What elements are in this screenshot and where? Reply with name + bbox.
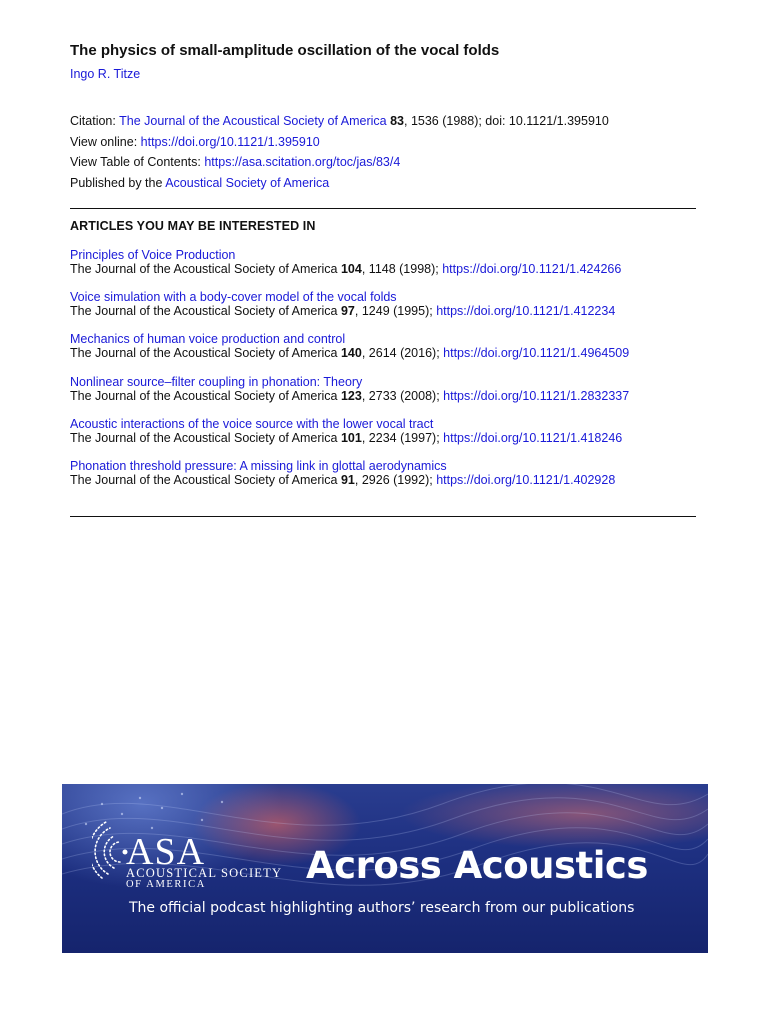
article-title: The physics of small-amplitude oscillation of the vocal folds	[70, 42, 500, 59]
podcast-banner[interactable]	[62, 784, 708, 953]
related-journal: The Journal of the Acoustical Society of America	[70, 346, 341, 361]
related-article-title-link[interactable]: Acoustic interactions of the voice source with the lower vocal tract	[70, 416, 434, 431]
related-article-citation	[70, 389, 710, 403]
related-article-title-link[interactable]: Voice simulation with a body-cover model of the vocal folds	[70, 290, 397, 305]
related-article-citation	[70, 262, 710, 276]
view-online-link[interactable]: https://doi.org/10.1121/1.395910	[140, 134, 320, 149]
list-item	[70, 332, 710, 374]
related-article-citation	[70, 346, 710, 360]
list-item	[70, 248, 710, 290]
related-article-title-link[interactable]: Nonlinear source–filter coupling in phonation: Theory	[70, 374, 363, 389]
author-link[interactable]: Ingo R. Titze	[70, 67, 141, 81]
related-volume: 101	[340, 430, 362, 445]
related-article-citation	[70, 431, 710, 445]
related-journal: The Journal of the Acoustical Society of America	[70, 472, 341, 487]
related-articles-heading: ARTICLES YOU MAY BE INTERESTED IN	[70, 219, 316, 233]
toc-link[interactable]: https://asa.scitation.org/toc/jas/83/4	[204, 155, 401, 169]
view-online-line	[70, 132, 609, 153]
related-volume: 123	[340, 388, 362, 403]
related-doi-link[interactable]: https://doi.org/10.1121/1.2832337	[443, 388, 630, 403]
toc-label: View Table of Contents:	[70, 155, 205, 169]
related-journal: The Journal of the Acoustical Society of America	[70, 262, 341, 276]
related-pages: , 2926 (1992);	[354, 472, 437, 487]
related-pages: , 2733 (2008);	[361, 388, 444, 403]
publisher-link[interactable]: Acoustical Society of America	[165, 175, 330, 190]
related-volume: 104	[340, 262, 362, 276]
related-article-citation	[70, 304, 710, 318]
related-article-title-link[interactable]: Mechanics of human voice production and control	[70, 332, 346, 347]
section-divider-top	[70, 208, 696, 209]
list-item	[70, 417, 710, 459]
related-volume: 91	[340, 472, 355, 487]
view-online-label: View online:	[70, 134, 141, 149]
podcast-title: Across Acoustics	[306, 844, 648, 887]
asa-logo-line1: ACOUSTICAL SOCIETY	[126, 866, 283, 880]
related-doi-link[interactable]: https://doi.org/10.1121/1.412234	[436, 304, 616, 319]
asa-logo-text: ASA	[126, 831, 206, 873]
related-article-citation	[70, 473, 710, 487]
related-pages: , 1249 (1995);	[354, 304, 437, 319]
podcast-tagline: The official podcast highlighting authors’ research from our publications	[129, 900, 635, 916]
related-doi-link[interactable]: https://doi.org/10.1121/1.418246	[443, 430, 623, 445]
related-doi-link[interactable]: https://doi.org/10.1121/1.424266	[442, 262, 622, 276]
section-divider-bottom	[70, 516, 696, 517]
related-journal: The Journal of the Acoustical Society of America	[70, 430, 341, 445]
related-volume: 97	[340, 304, 355, 319]
related-article-title-link[interactable]: Phonation threshold pressure: A missing link in glottal aerodynamics	[70, 458, 447, 473]
list-item	[70, 290, 710, 332]
toc-line	[70, 152, 609, 173]
related-pages: , 2614 (2016);	[361, 346, 444, 361]
citation-volume: 83	[390, 114, 404, 128]
related-doi-link[interactable]: https://doi.org/10.1121/1.4964509	[443, 346, 630, 361]
citation-rest: , 1536 (1988); doi: 10.1121/1.395910	[404, 114, 609, 128]
related-volume: 140	[340, 346, 362, 361]
publisher-line	[70, 173, 609, 194]
citation-journal-link[interactable]: The Journal of the Acoustical Society of America	[119, 114, 387, 128]
published-label: Published by the	[70, 175, 166, 190]
citation-line	[70, 111, 609, 132]
citation-label: Citation:	[70, 114, 120, 128]
list-item	[70, 459, 710, 501]
asa-logo-line2: OF AMERICA	[126, 879, 206, 890]
related-article-title-link[interactable]: Principles of Voice Production	[70, 248, 236, 262]
article-metadata	[70, 111, 609, 193]
related-articles-list	[70, 248, 710, 501]
related-journal: The Journal of the Acoustical Society of America	[70, 304, 341, 319]
list-item	[70, 375, 710, 417]
related-pages: , 1148 (1998);	[361, 262, 443, 276]
related-journal: The Journal of the Acoustical Society of America	[70, 388, 341, 403]
related-pages: , 2234 (1997);	[361, 430, 444, 445]
related-doi-link[interactable]: https://doi.org/10.1121/1.402928	[436, 472, 616, 487]
